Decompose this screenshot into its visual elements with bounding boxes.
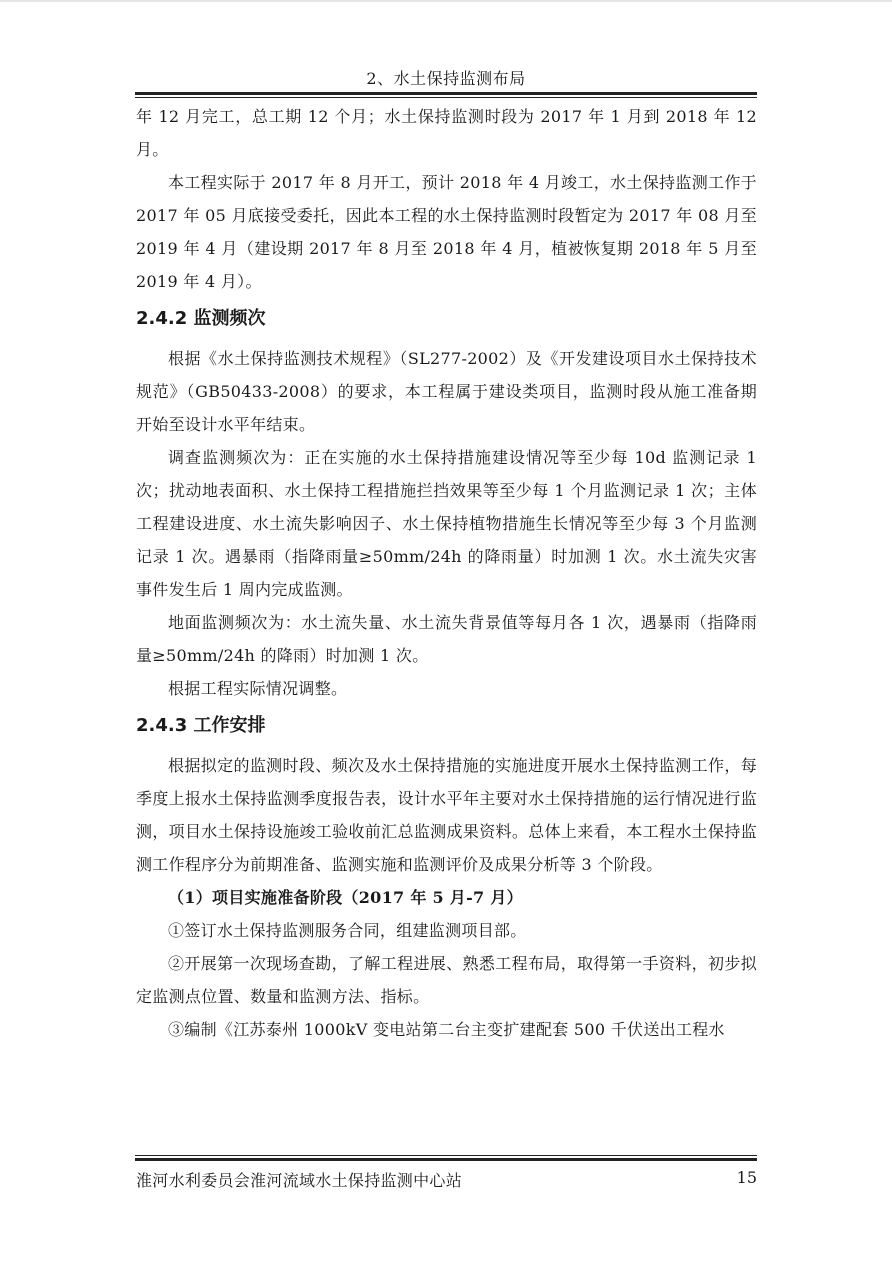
footer-rule-thick bbox=[135, 1158, 757, 1161]
paragraph-adjustment: 根据工程实际情况调整。 bbox=[168, 679, 348, 698]
paragraph-work-procedure: 根据拟定的监测时段、频次及水土保持措施的实施进度开展水土保持监测工作，每季度上报水土保持监测季度报告表，设计水平年主要对水土保持措施的运行情况进行监测，项目水土保持设施竣工验收前汇总监测成果资料。总体上来看，本工程水土保持监测工作程序分为前期准备、监测实施和监测评价及成果分析等 3 个阶段。 bbox=[136, 756, 757, 874]
paragraph-construction-period: 本工程实际于 2017 年 8 月开工，预计 2018 年 4 月竣工，水土保持监测工作于 2017 年 05 月底接受委托，因此本工程的水土保持监测时段暂定为 2017 年 08 月至 2019 年 4 月（建设期 2017 年 8 月至 2018 年 4 月，植被恢复期 2018 年 5 月至 2019 年 4 月）。 bbox=[136, 173, 757, 291]
paragraph-continuation: 年 12 月完工，总工期 12 个月；水土保持监测时段为 2017 年 1 月到 2018 年 12 月。 bbox=[136, 107, 757, 159]
section-heading-work-arrangement: 2.4.3 工作安排 bbox=[136, 715, 266, 736]
page-top-edge bbox=[0, 0, 892, 2]
list-item-site-survey: ②开展第一次现场查勘，了解工程进展、熟悉工程布局，取得第一手资料，初步拟定监测点位置、数量和监测方法、指标。 bbox=[136, 954, 757, 1006]
paragraph-ground-frequency: 地面监测频次为：水土流失量、水土流失背景值等每月各 1 次，遇暴雨（指降雨量≥50mm/24h 的降雨）时加测 1 次。 bbox=[136, 613, 757, 665]
page-number: 15 bbox=[736, 1168, 757, 1187]
list-item-compile-plan: ③编制《江苏泰州 1000kV 变电站第二台主变扩建配套 500 千伏送出工程水 bbox=[168, 1020, 725, 1039]
footer-organization: 淮河水利委员会淮河流域水土保持监测中心站 bbox=[136, 1171, 463, 1190]
paragraph-survey-frequency: 调查监测频次为：正在实施的水土保持措施建设情况等至少每 10d 监测记录 1 次；扰动地表面积、水土保持工程措施拦挡效果等至少每 1 个月监测记录 1 次；主体工程建设进度、水土流失影响因子、水土保持植物措施生长情况等至少每 3 个月监测记录 1 次。遇暴雨（指降雨量≥50mm/24h 的降雨量）时加测 1 次。水土流失灾害事件发生后 1 周内完成监测。 bbox=[136, 448, 757, 599]
section-heading-monitoring-frequency: 2.4.2 监测频次 bbox=[136, 308, 266, 329]
header-rule-thin bbox=[135, 97, 757, 98]
subheading-preparation-stage: （1）项目实施准备阶段（2017 年 5 月-7 月） bbox=[168, 888, 523, 907]
document-body bbox=[136, 100, 757, 1046]
paragraph-standards-basis: 根据《水土保持监测技术规程》（SL277-2002）及《开发建设项目水土保持技术规范》（GB50433-2008）的要求，本工程属于建设类项目，监测时段从施工准备期开始至设计水平年结束。 bbox=[136, 349, 757, 434]
running-header-title: 2、水土保持监测布局 bbox=[366, 69, 526, 88]
footer-rule-thin bbox=[135, 1155, 757, 1156]
header-rule-thick bbox=[135, 92, 757, 95]
list-item-contract: ①签订水土保持监测服务合同，组建监测项目部。 bbox=[168, 921, 527, 940]
